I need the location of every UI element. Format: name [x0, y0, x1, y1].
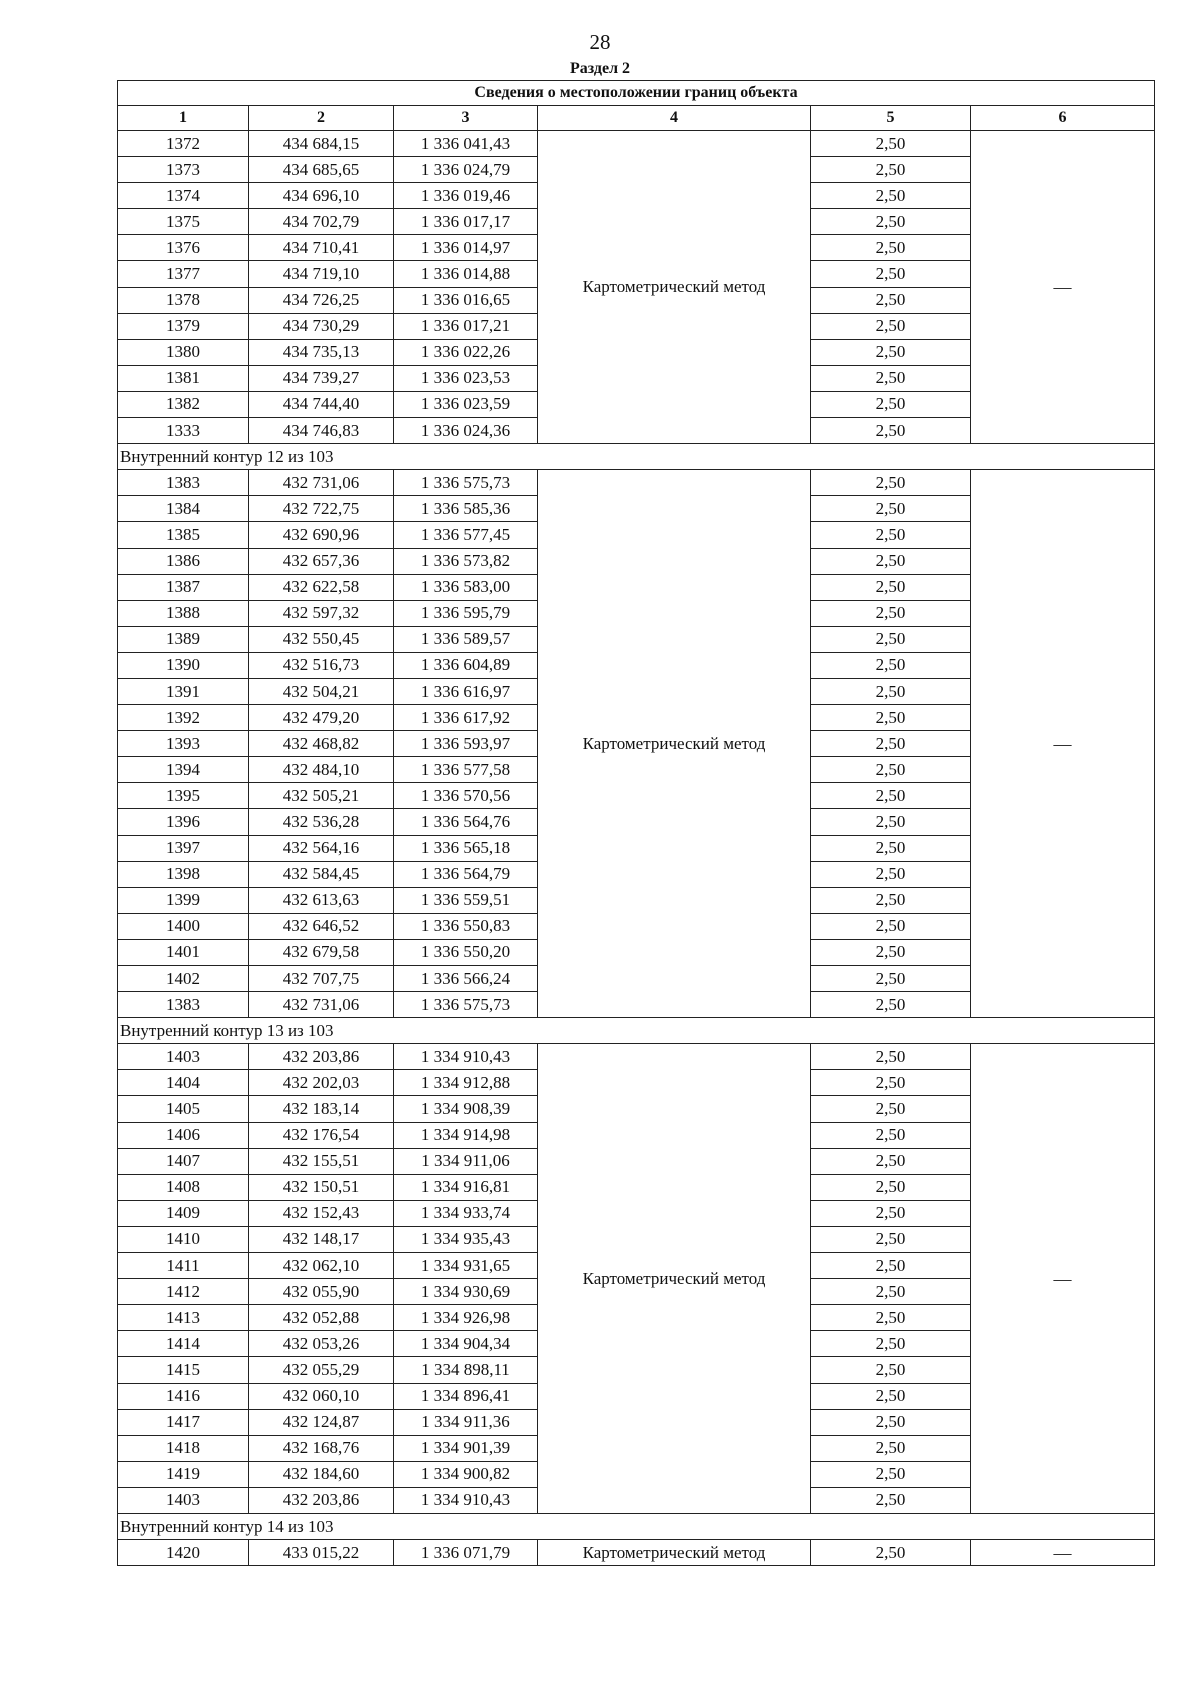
y-coordinate-cell: 1 336 022,26	[394, 339, 538, 365]
x-coordinate-cell: 432 479,20	[249, 705, 394, 731]
point-number-cell: 1381	[118, 365, 249, 391]
table-header-row	[118, 106, 1155, 131]
table-row	[118, 1540, 1155, 1566]
point-number-cell: 1373	[118, 157, 249, 183]
accuracy-cell: 2,50	[811, 1305, 971, 1331]
accuracy-cell: 2,50	[811, 783, 971, 809]
y-coordinate-cell: 1 334 898,11	[394, 1357, 538, 1383]
x-coordinate-cell: 432 597,32	[249, 600, 394, 626]
y-coordinate-cell: 1 336 023,53	[394, 365, 538, 391]
point-number-cell: 1394	[118, 757, 249, 783]
x-coordinate-cell: 434 710,41	[249, 235, 394, 261]
contour-label-row	[118, 1018, 1155, 1044]
accuracy-cell: 2,50	[811, 1174, 971, 1200]
x-coordinate-cell: 432 679,58	[249, 939, 394, 965]
y-coordinate-cell: 1 334 914,98	[394, 1122, 538, 1148]
x-coordinate-cell: 432 536,28	[249, 809, 394, 835]
accuracy-cell: 2,50	[811, 183, 971, 209]
accuracy-cell: 2,50	[811, 1487, 971, 1513]
point-number-cell: 1384	[118, 496, 249, 522]
accuracy-cell: 2,50	[811, 731, 971, 757]
point-number-cell: 1409	[118, 1200, 249, 1226]
y-coordinate-cell: 1 336 559,51	[394, 887, 538, 913]
y-coordinate-cell: 1 336 616,97	[394, 678, 538, 704]
x-coordinate-cell: 432 124,87	[249, 1409, 394, 1435]
column-header-1: 1	[118, 106, 249, 131]
x-coordinate-cell: 432 690,96	[249, 522, 394, 548]
x-coordinate-cell: 432 176,54	[249, 1122, 394, 1148]
y-coordinate-cell: 1 334 896,41	[394, 1383, 538, 1409]
point-number-cell: 1387	[118, 574, 249, 600]
accuracy-cell: 2,50	[811, 1226, 971, 1252]
column-header-5: 5	[811, 106, 971, 131]
y-coordinate-cell: 1 336 014,88	[394, 261, 538, 287]
table-caption-row	[118, 81, 1155, 106]
y-coordinate-cell: 1 336 565,18	[394, 835, 538, 861]
point-number-cell: 1403	[118, 1044, 249, 1070]
x-coordinate-cell: 434 744,40	[249, 391, 394, 417]
accuracy-cell: 2,50	[811, 418, 971, 444]
x-coordinate-cell: 432 060,10	[249, 1383, 394, 1409]
point-number-cell: 1412	[118, 1279, 249, 1305]
x-coordinate-cell: 432 564,16	[249, 835, 394, 861]
accuracy-cell: 2,50	[811, 626, 971, 652]
x-coordinate-cell: 432 657,36	[249, 548, 394, 574]
y-coordinate-cell: 1 334 910,43	[394, 1487, 538, 1513]
y-coordinate-cell: 1 334 926,98	[394, 1305, 538, 1331]
y-coordinate-cell: 1 334 910,43	[394, 1044, 538, 1070]
y-coordinate-cell: 1 334 908,39	[394, 1096, 538, 1122]
point-number-cell: 1415	[118, 1357, 249, 1383]
accuracy-cell: 2,50	[811, 992, 971, 1018]
x-coordinate-cell: 434 685,65	[249, 157, 394, 183]
y-coordinate-cell: 1 336 575,73	[394, 992, 538, 1018]
x-coordinate-cell: 432 184,60	[249, 1461, 394, 1487]
y-coordinate-cell: 1 336 019,46	[394, 183, 538, 209]
point-number-cell: 1419	[118, 1461, 249, 1487]
y-coordinate-cell: 1 336 024,79	[394, 157, 538, 183]
accuracy-cell: 2,50	[811, 1461, 971, 1487]
page-number: 28	[589, 30, 611, 54]
x-coordinate-cell: 432 062,10	[249, 1253, 394, 1279]
accuracy-cell: 2,50	[811, 1540, 971, 1566]
point-number-cell: 1411	[118, 1253, 249, 1279]
y-coordinate-cell: 1 336 564,76	[394, 809, 538, 835]
col6-cell: —	[971, 131, 1155, 444]
x-coordinate-cell: 434 684,15	[249, 131, 394, 157]
point-number-cell: 1416	[118, 1383, 249, 1409]
method-cell: Картометрический метод	[538, 1540, 811, 1566]
x-coordinate-cell: 432 731,06	[249, 470, 394, 496]
table-row	[118, 131, 1155, 157]
accuracy-cell: 2,50	[811, 574, 971, 600]
contour-label: Внутренний контур 12 из 103	[118, 444, 1155, 470]
x-coordinate-cell: 434 719,10	[249, 261, 394, 287]
x-coordinate-cell: 432 584,45	[249, 861, 394, 887]
point-number-cell: 1410	[118, 1226, 249, 1252]
y-coordinate-cell: 1 334 935,43	[394, 1226, 538, 1252]
accuracy-cell: 2,50	[811, 600, 971, 626]
contour-label-row	[118, 1513, 1155, 1539]
x-coordinate-cell: 432 202,03	[249, 1070, 394, 1096]
point-number-cell: 1380	[118, 339, 249, 365]
accuracy-cell: 2,50	[811, 261, 971, 287]
y-coordinate-cell: 1 334 933,74	[394, 1200, 538, 1226]
accuracy-cell: 2,50	[811, 313, 971, 339]
y-coordinate-cell: 1 336 041,43	[394, 131, 538, 157]
column-header-3: 3	[394, 106, 538, 131]
point-number-cell: 1386	[118, 548, 249, 574]
x-coordinate-cell: 432 707,75	[249, 966, 394, 992]
y-coordinate-cell: 1 336 577,58	[394, 757, 538, 783]
y-coordinate-cell: 1 336 589,57	[394, 626, 538, 652]
accuracy-cell: 2,50	[811, 939, 971, 965]
y-coordinate-cell: 1 336 573,82	[394, 548, 538, 574]
x-coordinate-cell: 434 735,13	[249, 339, 394, 365]
point-number-cell: 1400	[118, 913, 249, 939]
point-number-cell: 1397	[118, 835, 249, 861]
accuracy-cell: 2,50	[811, 1409, 971, 1435]
column-header-6: 6	[971, 106, 1155, 131]
y-coordinate-cell: 1 336 593,97	[394, 731, 538, 757]
col6-cell: —	[971, 470, 1155, 1018]
accuracy-cell: 2,50	[811, 1044, 971, 1070]
contour-label: Внутренний контур 14 из 103	[118, 1513, 1155, 1539]
point-number-cell: 1389	[118, 626, 249, 652]
x-coordinate-cell: 432 484,10	[249, 757, 394, 783]
x-coordinate-cell: 432 203,86	[249, 1487, 394, 1513]
point-number-cell: 1391	[118, 678, 249, 704]
y-coordinate-cell: 1 336 604,89	[394, 652, 538, 678]
point-number-cell: 1396	[118, 809, 249, 835]
table-row	[118, 470, 1155, 496]
accuracy-cell: 2,50	[811, 809, 971, 835]
x-coordinate-cell: 432 722,75	[249, 496, 394, 522]
column-header-2: 2	[249, 106, 394, 131]
point-number-cell: 1375	[118, 209, 249, 235]
col6-cell: —	[971, 1540, 1155, 1566]
y-coordinate-cell: 1 336 575,73	[394, 470, 538, 496]
x-coordinate-cell: 434 746,83	[249, 418, 394, 444]
y-coordinate-cell: 1 336 023,59	[394, 391, 538, 417]
point-number-cell: 1374	[118, 183, 249, 209]
x-coordinate-cell: 432 646,52	[249, 913, 394, 939]
y-coordinate-cell: 1 336 016,65	[394, 287, 538, 313]
point-number-cell: 1376	[118, 235, 249, 261]
x-coordinate-cell: 434 726,25	[249, 287, 394, 313]
x-coordinate-cell: 432 613,63	[249, 887, 394, 913]
accuracy-cell: 2,50	[811, 705, 971, 731]
contour-label-row	[118, 444, 1155, 470]
x-coordinate-cell: 434 730,29	[249, 313, 394, 339]
point-number-cell: 1399	[118, 887, 249, 913]
x-coordinate-cell: 432 053,26	[249, 1331, 394, 1357]
x-coordinate-cell: 432 505,21	[249, 783, 394, 809]
y-coordinate-cell: 1 334 904,34	[394, 1331, 538, 1357]
y-coordinate-cell: 1 336 550,20	[394, 939, 538, 965]
x-coordinate-cell: 432 504,21	[249, 678, 394, 704]
boundary-coordinates-table	[117, 80, 1155, 1566]
y-coordinate-cell: 1 334 930,69	[394, 1279, 538, 1305]
x-coordinate-cell: 432 055,90	[249, 1279, 394, 1305]
y-coordinate-cell: 1 336 617,92	[394, 705, 538, 731]
point-number-cell: 1403	[118, 1487, 249, 1513]
point-number-cell: 1333	[118, 418, 249, 444]
accuracy-cell: 2,50	[811, 496, 971, 522]
y-coordinate-cell: 1 336 585,36	[394, 496, 538, 522]
x-coordinate-cell: 432 622,58	[249, 574, 394, 600]
accuracy-cell: 2,50	[811, 131, 971, 157]
point-number-cell: 1418	[118, 1435, 249, 1461]
x-coordinate-cell: 432 155,51	[249, 1148, 394, 1174]
point-number-cell: 1406	[118, 1122, 249, 1148]
y-coordinate-cell: 1 336 566,24	[394, 966, 538, 992]
x-coordinate-cell: 432 183,14	[249, 1096, 394, 1122]
method-cell: Картометрический метод	[538, 1044, 811, 1514]
col6-cell: —	[971, 1044, 1155, 1514]
point-number-cell: 1404	[118, 1070, 249, 1096]
x-coordinate-cell: 432 203,86	[249, 1044, 394, 1070]
y-coordinate-cell: 1 334 900,82	[394, 1461, 538, 1487]
accuracy-cell: 2,50	[811, 1148, 971, 1174]
y-coordinate-cell: 1 336 014,97	[394, 235, 538, 261]
point-number-cell: 1377	[118, 261, 249, 287]
accuracy-cell: 2,50	[811, 1122, 971, 1148]
accuracy-cell: 2,50	[811, 1200, 971, 1226]
y-coordinate-cell: 1 334 911,36	[394, 1409, 538, 1435]
accuracy-cell: 2,50	[811, 522, 971, 548]
y-coordinate-cell: 1 336 017,21	[394, 313, 538, 339]
y-coordinate-cell: 1 334 911,06	[394, 1148, 538, 1174]
accuracy-cell: 2,50	[811, 835, 971, 861]
accuracy-cell: 2,50	[811, 1279, 971, 1305]
accuracy-cell: 2,50	[811, 913, 971, 939]
point-number-cell: 1417	[118, 1409, 249, 1435]
accuracy-cell: 2,50	[811, 1383, 971, 1409]
point-number-cell: 1413	[118, 1305, 249, 1331]
accuracy-cell: 2,50	[811, 1096, 971, 1122]
y-coordinate-cell: 1 336 550,83	[394, 913, 538, 939]
accuracy-cell: 2,50	[811, 757, 971, 783]
accuracy-cell: 2,50	[811, 861, 971, 887]
point-number-cell: 1408	[118, 1174, 249, 1200]
table-caption: Сведения о местоположении границ объекта	[118, 81, 1155, 106]
y-coordinate-cell: 1 336 583,00	[394, 574, 538, 600]
x-coordinate-cell: 432 731,06	[249, 992, 394, 1018]
point-number-cell: 1393	[118, 731, 249, 757]
accuracy-cell: 2,50	[811, 391, 971, 417]
accuracy-cell: 2,50	[811, 548, 971, 574]
y-coordinate-cell: 1 336 564,79	[394, 861, 538, 887]
accuracy-cell: 2,50	[811, 1357, 971, 1383]
x-coordinate-cell: 433 015,22	[249, 1540, 394, 1566]
section-title: Раздел 2	[569, 60, 631, 77]
accuracy-cell: 2,50	[811, 1331, 971, 1357]
accuracy-cell: 2,50	[811, 678, 971, 704]
point-number-cell: 1401	[118, 939, 249, 965]
x-coordinate-cell: 432 468,82	[249, 731, 394, 757]
point-number-cell: 1385	[118, 522, 249, 548]
point-number-cell: 1372	[118, 131, 249, 157]
point-number-cell: 1379	[118, 313, 249, 339]
accuracy-cell: 2,50	[811, 966, 971, 992]
accuracy-cell: 2,50	[811, 209, 971, 235]
y-coordinate-cell: 1 334 901,39	[394, 1435, 538, 1461]
column-header-4: 4	[538, 106, 811, 131]
point-number-cell: 1414	[118, 1331, 249, 1357]
point-number-cell: 1395	[118, 783, 249, 809]
point-number-cell: 1383	[118, 992, 249, 1018]
point-number-cell: 1382	[118, 391, 249, 417]
point-number-cell: 1405	[118, 1096, 249, 1122]
y-coordinate-cell: 1 336 570,56	[394, 783, 538, 809]
y-coordinate-cell: 1 336 577,45	[394, 522, 538, 548]
method-cell: Картометрический метод	[538, 470, 811, 1018]
y-coordinate-cell: 1 334 916,81	[394, 1174, 538, 1200]
accuracy-cell: 2,50	[811, 1435, 971, 1461]
y-coordinate-cell: 1 336 017,17	[394, 209, 538, 235]
point-number-cell: 1420	[118, 1540, 249, 1566]
point-number-cell: 1383	[118, 470, 249, 496]
method-cell: Картометрический метод	[538, 131, 811, 444]
accuracy-cell: 2,50	[811, 287, 971, 313]
accuracy-cell: 2,50	[811, 365, 971, 391]
y-coordinate-cell: 1 336 595,79	[394, 600, 538, 626]
point-number-cell: 1402	[118, 966, 249, 992]
y-coordinate-cell: 1 336 071,79	[394, 1540, 538, 1566]
accuracy-cell: 2,50	[811, 339, 971, 365]
accuracy-cell: 2,50	[811, 470, 971, 496]
contour-label: Внутренний контур 13 из 103	[118, 1018, 1155, 1044]
point-number-cell: 1390	[118, 652, 249, 678]
y-coordinate-cell: 1 334 912,88	[394, 1070, 538, 1096]
x-coordinate-cell: 432 052,88	[249, 1305, 394, 1331]
point-number-cell: 1378	[118, 287, 249, 313]
x-coordinate-cell: 432 550,45	[249, 626, 394, 652]
x-coordinate-cell: 434 696,10	[249, 183, 394, 209]
point-number-cell: 1398	[118, 861, 249, 887]
y-coordinate-cell: 1 334 931,65	[394, 1253, 538, 1279]
x-coordinate-cell: 432 148,17	[249, 1226, 394, 1252]
accuracy-cell: 2,50	[811, 1070, 971, 1096]
y-coordinate-cell: 1 336 024,36	[394, 418, 538, 444]
point-number-cell: 1407	[118, 1148, 249, 1174]
x-coordinate-cell: 432 055,29	[249, 1357, 394, 1383]
x-coordinate-cell: 434 702,79	[249, 209, 394, 235]
x-coordinate-cell: 432 152,43	[249, 1200, 394, 1226]
accuracy-cell: 2,50	[811, 887, 971, 913]
table-row	[118, 1044, 1155, 1070]
point-number-cell: 1388	[118, 600, 249, 626]
x-coordinate-cell: 432 150,51	[249, 1174, 394, 1200]
accuracy-cell: 2,50	[811, 1253, 971, 1279]
x-coordinate-cell: 434 739,27	[249, 365, 394, 391]
accuracy-cell: 2,50	[811, 235, 971, 261]
accuracy-cell: 2,50	[811, 157, 971, 183]
accuracy-cell: 2,50	[811, 652, 971, 678]
x-coordinate-cell: 432 516,73	[249, 652, 394, 678]
point-number-cell: 1392	[118, 705, 249, 731]
x-coordinate-cell: 432 168,76	[249, 1435, 394, 1461]
